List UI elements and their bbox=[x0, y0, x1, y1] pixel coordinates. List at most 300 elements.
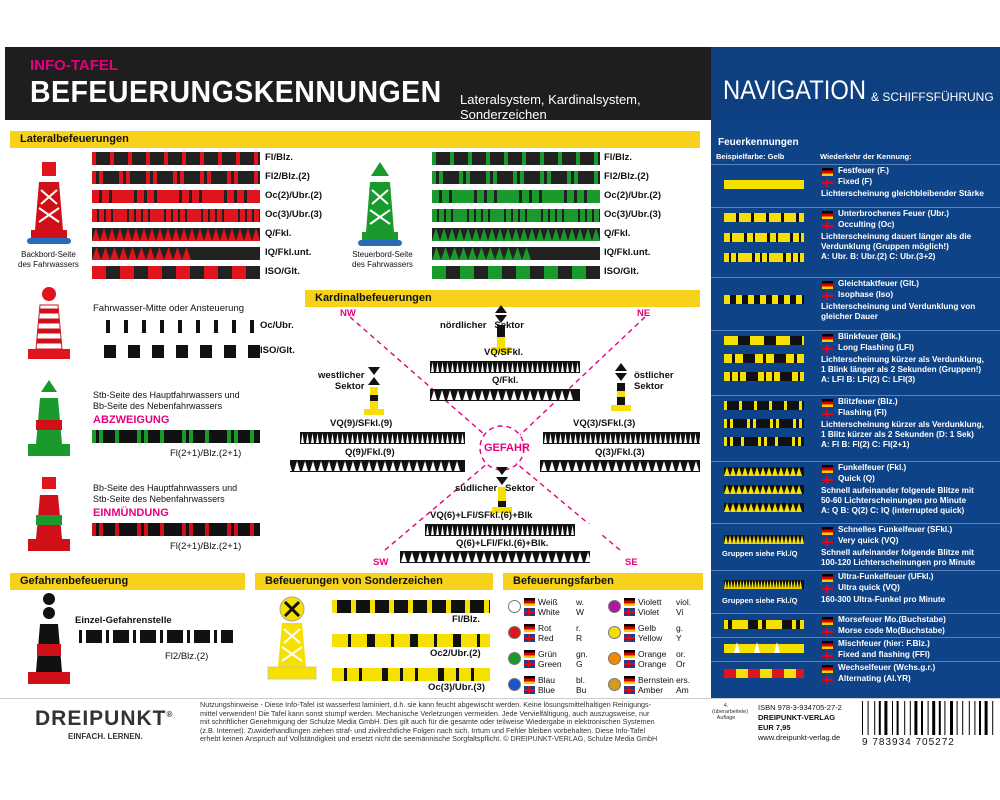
feuer-desc: Lichterscheinung kürzer als Verdunklung, 1 Blitz kürzer als 2 Sekunden (D: 1 Sek) bbox=[821, 420, 984, 439]
flag-de-icon bbox=[822, 617, 833, 625]
flag-de-icon bbox=[822, 465, 833, 473]
lateral-code-3: Oc(3)/Ubr.(3) bbox=[604, 209, 662, 220]
light-segment bbox=[480, 634, 490, 647]
light-segment bbox=[332, 668, 344, 681]
lateral-code-0: Fl/Blz. bbox=[604, 152, 632, 163]
south-code-1: VQ(6)+LFl/SFkl.(6)+Blk bbox=[430, 510, 533, 521]
light-segment bbox=[730, 419, 733, 428]
light-segment bbox=[137, 523, 141, 536]
feuer-en: Quick (Q) bbox=[838, 474, 875, 483]
lateral-code-1: Fl2/Blz.(2) bbox=[265, 171, 310, 182]
barcode bbox=[858, 701, 996, 739]
color-swatch bbox=[508, 626, 521, 639]
color-a: w. bbox=[576, 597, 585, 607]
light-segment bbox=[432, 152, 436, 165]
flag-gb-icon bbox=[822, 628, 833, 636]
light-segment bbox=[82, 630, 86, 643]
barcode-bar bbox=[904, 701, 905, 735]
light-segment bbox=[724, 213, 736, 222]
fairway-buoy-icon bbox=[25, 285, 73, 365]
light-segment bbox=[739, 401, 742, 410]
light-segment bbox=[755, 253, 760, 262]
light-segment bbox=[755, 233, 767, 242]
feuer-de: Unterbrochenes Feuer (Ubr.) bbox=[838, 209, 950, 218]
light-segment bbox=[799, 213, 804, 222]
merge-title: EINMÜNDUNG bbox=[93, 507, 169, 519]
color-swatch bbox=[508, 678, 521, 691]
light-segment bbox=[769, 253, 783, 262]
light-segment bbox=[587, 190, 600, 203]
light-segment bbox=[375, 634, 391, 647]
light-segment bbox=[92, 152, 96, 165]
light-segment bbox=[543, 209, 548, 222]
light-segment bbox=[113, 209, 127, 222]
south-code-2: Q(6)+LFl/Fkl.(6)+Blk. bbox=[456, 538, 549, 549]
light-segment bbox=[724, 253, 729, 262]
light-segment bbox=[164, 345, 176, 358]
feuer-de: Gleichtaktfeuer (Glt.) bbox=[838, 279, 919, 288]
light-segment bbox=[173, 209, 178, 222]
light-segment bbox=[240, 209, 245, 222]
light-segment bbox=[224, 209, 238, 222]
light-segment bbox=[724, 233, 730, 242]
light-segment bbox=[594, 171, 598, 184]
light-segment bbox=[724, 620, 728, 629]
light-segment bbox=[129, 630, 133, 643]
port-light-strips bbox=[92, 150, 262, 280]
lateral-code-4: Q/Fkl. bbox=[265, 228, 292, 239]
color-de: Bernstein bbox=[638, 675, 674, 685]
barcode-bar bbox=[985, 701, 988, 735]
light-segment bbox=[204, 266, 218, 279]
color-de: Grün bbox=[538, 649, 557, 659]
light-segment bbox=[731, 253, 736, 262]
flag-gb-icon bbox=[524, 686, 535, 694]
east-sector-label: östlicher Sektor bbox=[634, 370, 674, 392]
feuer-de: Funkelfeuer (Fkl.) bbox=[838, 463, 907, 472]
north-code-2: Q/Fkl. bbox=[492, 375, 519, 386]
color-a: ers. bbox=[676, 675, 691, 685]
feuer-de: Wechselfeuer (Wchs.g.r.) bbox=[838, 663, 936, 672]
flag-de-icon bbox=[822, 281, 833, 289]
light-segment bbox=[182, 152, 186, 165]
light-segment bbox=[166, 209, 171, 222]
feuer-heading: Feuerkennungen bbox=[718, 137, 799, 148]
light-segment bbox=[769, 213, 781, 222]
light-segment bbox=[432, 171, 436, 184]
light-segment bbox=[254, 152, 258, 165]
light-segment bbox=[732, 620, 748, 629]
feuer-demo bbox=[714, 164, 806, 207]
light-segment bbox=[182, 430, 186, 443]
special-code-1: Fl/Blz. bbox=[452, 614, 480, 625]
light-segment bbox=[736, 295, 742, 304]
color-en: Red bbox=[538, 633, 554, 643]
light-segment bbox=[442, 190, 449, 203]
light-segment bbox=[182, 320, 196, 333]
light-segment bbox=[544, 266, 558, 279]
brand-registered: ® bbox=[166, 710, 174, 719]
barcode-bar bbox=[879, 701, 881, 735]
light-segment bbox=[136, 630, 140, 643]
feuer-desc: Schnell aufeinander folgende Blitze mit 50-60 Lichterscheinungen pro Minute bbox=[821, 486, 974, 505]
feuer-desc: Schnell aufeinander folgende Blitze mit 100-120 Lichterscheinungen pro Minute bbox=[821, 548, 976, 567]
barcode-bar bbox=[914, 701, 917, 735]
light-segment bbox=[792, 437, 795, 446]
lateral-code-3: Oc(3)/Ubr.(3) bbox=[265, 209, 323, 220]
color-de: Blau bbox=[538, 675, 556, 685]
light-segment bbox=[724, 336, 738, 345]
light-segment bbox=[747, 233, 753, 242]
light-segment bbox=[173, 171, 177, 184]
light-segment bbox=[115, 523, 119, 536]
light-segment bbox=[497, 190, 519, 203]
light-segment bbox=[119, 171, 123, 184]
barcode-bar bbox=[950, 701, 953, 735]
light-segment bbox=[176, 266, 190, 279]
north-sector-label: nördlicher Sektor bbox=[440, 320, 524, 331]
light-segment bbox=[102, 190, 109, 203]
light-segment bbox=[129, 209, 134, 222]
light-segment bbox=[92, 345, 104, 358]
merge-code: Fl(2+1)/Blz.(2+1) bbox=[170, 541, 242, 552]
cardinal-heading: Kardinalbefeuerungen bbox=[305, 290, 700, 307]
light-segment bbox=[136, 209, 141, 222]
north-code-1: VQ/SFkl. bbox=[484, 347, 524, 358]
light-segment bbox=[452, 190, 474, 203]
lateral-code-6: ISO/Glt. bbox=[604, 266, 639, 277]
feuer-en: Very quick (VQ) bbox=[838, 536, 899, 545]
light-segment bbox=[236, 152, 240, 165]
flag-de-icon bbox=[624, 598, 635, 606]
feuer-abc: A: Ubr. B: Ubr.(2) C: Ubr.(3+2) bbox=[821, 252, 936, 261]
west-code-2: Q(9)/Fkl.(9) bbox=[345, 447, 395, 458]
light-segment bbox=[217, 209, 222, 222]
light-segment bbox=[786, 253, 791, 262]
kicker: INFO-TAFEL bbox=[30, 57, 119, 74]
feuer-de: Morsefeuer Mo.(Buchstabe) bbox=[838, 615, 946, 624]
flag-gb-icon bbox=[524, 660, 535, 668]
barcode-bar bbox=[862, 701, 863, 735]
color-en: Violet bbox=[638, 607, 660, 617]
fairway-light-strips bbox=[92, 318, 262, 360]
feuer-desc: 160-300 Ultra-Funkel pro Minute bbox=[821, 595, 946, 604]
branch-code: Fl(2+1)/Blz.(2+1) bbox=[170, 448, 242, 459]
merge-text-1: Bb-Seite des Hauptfahrwassers und bbox=[93, 483, 238, 493]
light-segment bbox=[488, 266, 502, 279]
barcode-bar bbox=[939, 701, 941, 735]
color-en: White bbox=[538, 607, 560, 617]
flag-de-icon bbox=[822, 399, 833, 407]
light-segment bbox=[92, 320, 106, 333]
barcode-bar bbox=[921, 701, 923, 735]
light-segment bbox=[800, 253, 804, 262]
colors-heading: Befeuerungsfarben bbox=[503, 573, 703, 590]
light-segment bbox=[762, 253, 767, 262]
light-segment bbox=[332, 600, 337, 613]
color-en: Yellow bbox=[638, 633, 663, 643]
light-segment bbox=[776, 336, 790, 345]
lateral-code-0: Fl/Blz. bbox=[265, 152, 293, 163]
light-segment bbox=[163, 630, 167, 643]
light-segment bbox=[234, 523, 238, 536]
flag-gb-icon bbox=[624, 634, 635, 642]
light-segment bbox=[218, 320, 232, 333]
light-segment bbox=[732, 233, 744, 242]
light-segment bbox=[200, 152, 204, 165]
color-b: Y bbox=[676, 633, 682, 643]
flag-de-icon bbox=[624, 624, 635, 632]
light-segment bbox=[99, 430, 103, 443]
light-segment bbox=[137, 190, 144, 203]
fairway-code-iso: ISO/Glt. bbox=[260, 345, 295, 356]
usage-notice: Nutzungshinweise - Diese Info-Tafel ist wasserfest laminiert, d.h. sie kann feucht abgewischt werden. Keine lösungsmittelhaltigen Reinigungs- mittel verwenden! Die Tafel kann sonst stumpf werden. Mechanische Verletzungen vermeiden. Jede Vervielfältigung, auch auszugsweise, nur mit schriftlicher Genehmigung der Schulze Media GmbH. Dies gilt auch für die gesamte oder teilweise Wiedergabe in elektronischen Systemen (z.B. Internet). Zuwiderhandlungen ziehen straf- und zivilrechtliche Folgen nach sich. Irrtum und Fehler bleiben vorbehalten. Diese Info-Tafel erhebt keinen Anspruch auf Vollständigkeit und ersetzt nicht die seemännische Sorgfaltspflicht. © DREIPUNKT-VERLAG, Schulze Media GmbH bbox=[200, 700, 658, 744]
light-segment bbox=[237, 190, 244, 203]
light-segment bbox=[446, 600, 451, 613]
feuer-abc: A: Fl B: Fl(2) C: Fl(2+1) bbox=[821, 440, 910, 449]
light-segment bbox=[547, 171, 551, 184]
flag-gb-icon bbox=[822, 292, 833, 300]
color-swatch bbox=[508, 600, 521, 613]
lateral-code-1: Fl2/Blz.(2) bbox=[604, 171, 649, 182]
flag-gb-icon bbox=[822, 476, 833, 484]
feuer-demo bbox=[714, 330, 806, 395]
light-segment bbox=[432, 209, 437, 222]
light-segment bbox=[453, 209, 467, 222]
flag-de-icon bbox=[822, 527, 833, 535]
light-segment bbox=[550, 209, 555, 222]
feuer-demo bbox=[714, 613, 806, 637]
light-segment bbox=[490, 209, 504, 222]
light-segment bbox=[232, 266, 246, 279]
light-segment bbox=[799, 401, 802, 410]
light-segment bbox=[770, 419, 773, 428]
lateral-code-5: IQ/Fkl.unt. bbox=[265, 247, 312, 258]
long-flash bbox=[590, 551, 620, 563]
light-segment bbox=[540, 171, 544, 184]
light-segment bbox=[439, 209, 444, 222]
light-segment bbox=[99, 209, 104, 222]
light-segment bbox=[200, 320, 214, 333]
light-segment bbox=[143, 209, 148, 222]
light-segment bbox=[227, 171, 231, 184]
light-segment bbox=[465, 600, 470, 613]
flag-de-icon bbox=[822, 641, 833, 649]
light-segment bbox=[577, 190, 584, 203]
west-code-1: VQ(9)/SFkl.(9) bbox=[330, 418, 393, 429]
light-segment bbox=[250, 430, 254, 443]
fairway-code-oc: Oc/Ubr. bbox=[260, 320, 294, 331]
light-segment bbox=[466, 171, 470, 184]
nw-label: NW bbox=[340, 308, 356, 319]
feuer-demo bbox=[714, 461, 806, 523]
light-segment bbox=[513, 171, 517, 184]
light-segment bbox=[580, 209, 585, 222]
light-segment bbox=[128, 320, 142, 333]
light-segment bbox=[450, 152, 454, 165]
light-segment bbox=[459, 171, 463, 184]
ne-label: NE bbox=[637, 308, 651, 319]
barcode-bar bbox=[974, 701, 975, 735]
light-segment bbox=[724, 419, 727, 428]
light-segment bbox=[126, 171, 130, 184]
light-segment bbox=[200, 171, 204, 184]
light-segment bbox=[210, 630, 214, 643]
light-segment bbox=[160, 430, 164, 443]
light-segment bbox=[351, 634, 367, 647]
footer bbox=[0, 698, 1000, 751]
feuer-demo bbox=[714, 661, 806, 695]
light-segment bbox=[205, 430, 209, 443]
light-segment bbox=[567, 190, 574, 203]
barcode-bar bbox=[992, 701, 993, 735]
barcode-bar bbox=[910, 701, 911, 735]
barcode-bar bbox=[962, 701, 963, 735]
merge-text-2: Stb-Seite des Nebenfahrwassers bbox=[93, 494, 225, 504]
light-segment bbox=[408, 600, 413, 613]
light-segment bbox=[432, 266, 446, 279]
light-segment bbox=[504, 152, 508, 165]
light-segment bbox=[594, 152, 598, 165]
lateral-code-5: IQ/Fkl.unt. bbox=[604, 247, 651, 258]
feuer-en: Long Flashing (LFl) bbox=[838, 343, 914, 352]
light-segment bbox=[766, 372, 772, 381]
isbn: ISBN 978-3-934705-27-2 bbox=[758, 703, 842, 712]
light-segment bbox=[92, 190, 99, 203]
light-segment bbox=[207, 171, 211, 184]
fairway-label: Fahrwasser-Mitte oder Ansteuerung bbox=[93, 303, 245, 314]
light-segment bbox=[766, 354, 774, 363]
strip-background bbox=[540, 460, 700, 472]
color-en: Amber bbox=[638, 685, 664, 695]
flag-gb-icon bbox=[624, 686, 635, 694]
light-segment bbox=[486, 171, 490, 184]
light-segment bbox=[724, 372, 730, 381]
color-swatch bbox=[608, 600, 621, 613]
light-segment bbox=[800, 372, 804, 381]
light-segment bbox=[180, 171, 184, 184]
strip-background bbox=[724, 419, 804, 428]
light-segment bbox=[486, 152, 490, 165]
light-segment bbox=[724, 295, 730, 304]
price: EUR 7,95 bbox=[758, 723, 791, 732]
flag-de-icon bbox=[822, 211, 833, 219]
light-segment bbox=[227, 430, 231, 443]
strip-background bbox=[724, 535, 804, 544]
light-segment bbox=[92, 171, 96, 184]
branch-text-2: Bb-Seite des Nebenfahrwassers bbox=[93, 401, 223, 411]
feuer-repeat: Wiederkehr der Kennung: bbox=[820, 152, 912, 161]
brand-name: DREIPUNKT bbox=[35, 707, 167, 730]
light-segment bbox=[469, 209, 474, 222]
light-segment bbox=[444, 668, 456, 681]
feuer-desc: Lichterscheinung kürzer als Verdunklung, 1 Blink länger als 2 Sekunden (Gruppen!) bbox=[821, 355, 984, 374]
light-segment bbox=[772, 669, 784, 678]
light-segment bbox=[567, 171, 571, 184]
port-label: Backbord-Seite des Fahrwassers bbox=[18, 250, 79, 269]
light-segment bbox=[754, 401, 757, 410]
light-segment bbox=[758, 437, 761, 446]
color-b: Am bbox=[676, 685, 689, 695]
light-segment bbox=[182, 523, 186, 536]
light-segment bbox=[234, 171, 238, 184]
starboard-light-strips bbox=[432, 150, 602, 280]
light-segment bbox=[180, 209, 185, 222]
color-b: Vi bbox=[676, 607, 684, 617]
flag-de-icon bbox=[524, 650, 535, 658]
flag-gb-icon bbox=[822, 345, 833, 353]
color-b: G bbox=[576, 659, 583, 669]
light-segment bbox=[99, 523, 103, 536]
barcode-bar bbox=[868, 701, 869, 735]
branch-title: ABZWEIGUNG bbox=[93, 414, 170, 426]
flag-de-icon bbox=[624, 676, 635, 684]
barcode-bar bbox=[957, 701, 958, 735]
light-segment bbox=[418, 634, 434, 647]
feuer-en: Fixed (F) bbox=[838, 177, 873, 186]
feuer-abc: A: LFl B: LFl(2) C: LFl(3) bbox=[821, 375, 916, 384]
feuer-de: Festfeuer (F.) bbox=[838, 166, 889, 175]
page-subtitle: Lateralsystem, Kardinalsystem, Sonderzeichen bbox=[460, 92, 641, 122]
barcode-bar bbox=[944, 701, 945, 735]
light-segment bbox=[793, 233, 799, 242]
merge-light-strip bbox=[92, 521, 262, 539]
light-segment bbox=[188, 345, 200, 358]
feuer-note: Gruppen siehe Fkl./Q bbox=[722, 596, 798, 605]
light-segment bbox=[793, 419, 796, 428]
light-segment bbox=[144, 430, 148, 443]
color-swatch bbox=[608, 626, 621, 639]
light-segment bbox=[210, 209, 215, 222]
lateral-code-4: Q/Fkl. bbox=[604, 228, 631, 239]
light-segment bbox=[439, 171, 443, 184]
branch-light-strip bbox=[92, 428, 262, 446]
light-segment bbox=[446, 209, 451, 222]
light-segment bbox=[147, 190, 154, 203]
light-segment bbox=[487, 190, 494, 203]
light-segment bbox=[784, 401, 787, 410]
color-swatch bbox=[608, 652, 621, 665]
light-segment bbox=[189, 430, 193, 443]
edition-note: 4. (überarbeitete) Auflage bbox=[712, 703, 749, 721]
east-code-1: VQ(3)/SFkl.(3) bbox=[573, 418, 636, 429]
color-de: Gelb bbox=[638, 623, 656, 633]
light-segment bbox=[110, 320, 124, 333]
feuer-demo bbox=[714, 570, 806, 613]
lateral-code-2: Oc(2)/Ubr.(2) bbox=[604, 190, 662, 201]
lateral-code-6: ISO/Glt. bbox=[265, 266, 300, 277]
light-segment bbox=[564, 209, 578, 222]
south-sector-label: südlicher Sektor bbox=[455, 483, 535, 494]
light-segment bbox=[741, 437, 744, 446]
light-segment bbox=[484, 600, 489, 613]
barcode-bar bbox=[884, 701, 887, 735]
danger-heading: Gefahrenbefeuerung bbox=[10, 573, 245, 590]
light-segment bbox=[157, 190, 179, 203]
light-segment bbox=[234, 430, 238, 443]
color-en: Green bbox=[538, 659, 562, 669]
light-segment bbox=[160, 523, 164, 536]
light-segment bbox=[332, 634, 348, 647]
feuer-en: Morse code Mo(Buchstabe) bbox=[838, 626, 945, 635]
light-segment bbox=[506, 209, 511, 222]
light-segment bbox=[801, 233, 804, 242]
lateral-code-2: Oc(2)/Ubr.(2) bbox=[265, 190, 323, 201]
light-segment bbox=[190, 630, 194, 643]
light-segment bbox=[144, 523, 148, 536]
flag-gb-icon bbox=[624, 608, 635, 616]
light-segment bbox=[128, 152, 132, 165]
